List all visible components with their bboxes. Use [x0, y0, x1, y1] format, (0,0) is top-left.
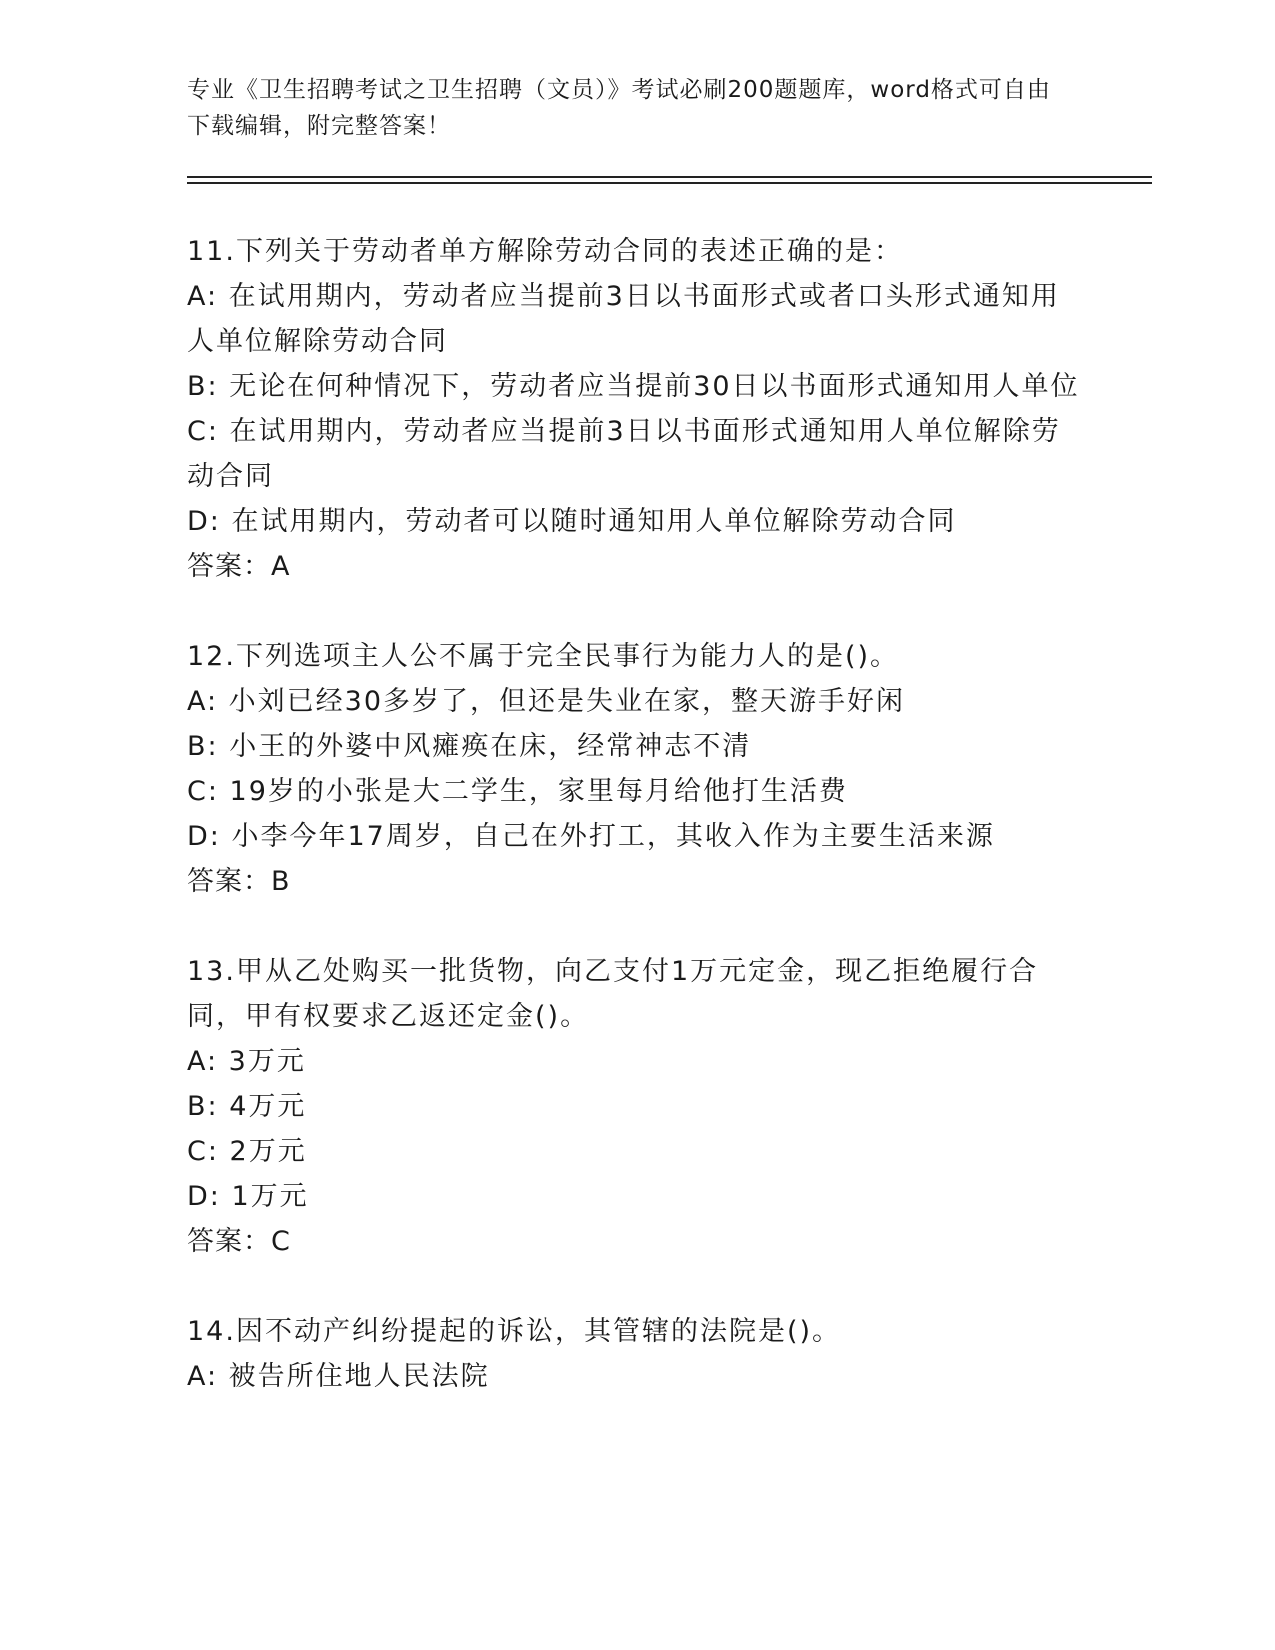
option-d: D: 在试用期内，劳动者可以随时通知用人单位解除劳动合同 — [187, 506, 957, 537]
question-11 — [187, 229, 1087, 589]
answer: 答案：A — [187, 551, 291, 582]
option-a: A: 小刘已经30多岁了，但还是失业在家，整天游手好闲 — [187, 686, 906, 717]
header-divider-bottom — [187, 182, 1152, 184]
answer: 答案：B — [187, 866, 291, 897]
option-c: C: 19岁的小张是大二学生，家里每月给他打生活费 — [187, 776, 848, 807]
question-list — [187, 229, 1087, 1399]
question-stem: 12.下列选项主人公不属于完全民事行为能力人的是()。 — [187, 641, 900, 672]
option-a: A: 3万元 — [187, 1046, 306, 1077]
question-stem: 11.下列关于劳动者单方解除劳动合同的表述正确的是： — [187, 236, 903, 267]
option-d: D: 小李今年17周岁，自己在外打工，其收入作为主要生活来源 — [187, 821, 995, 852]
option-d: D: 1万元 — [187, 1181, 309, 1212]
option-b: B: 4万元 — [187, 1091, 307, 1122]
option-a: A: 被告所住地人民法院 — [187, 1361, 490, 1392]
question-14 — [187, 1309, 1087, 1399]
option-b: B: 小王的外婆中风瘫痪在床，经常神志不清 — [187, 731, 752, 762]
document-header — [187, 72, 1067, 144]
answer: 答案：C — [187, 1226, 291, 1257]
header-divider-top — [187, 176, 1152, 178]
question-stem: 14.因不动产纠纷提起的诉讼，其管辖的法院是()。 — [187, 1316, 842, 1347]
option-c: C: 在试用期内，劳动者应当提前3日以书面形式通知用人单位解除劳动合同 — [187, 416, 1061, 492]
header-intro-text: 专业《卫生招聘考试之卫生招聘（文员）》考试必刷200题题库，word格式可自由下载编辑，附完整答案！ — [187, 77, 1051, 139]
option-c: C: 2万元 — [187, 1136, 307, 1167]
question-stem: 13.甲从乙处购买一批货物，向乙支付1万元定金，现乙拒绝履行合同，甲有权要求乙返还定金()。 — [187, 956, 1039, 1032]
question-12 — [187, 634, 1087, 904]
question-13 — [187, 949, 1087, 1264]
option-a: A: 在试用期内，劳动者应当提前3日以书面形式或者口头形式通知用人单位解除劳动合同 — [187, 281, 1060, 357]
option-b: B: 无论在何种情况下，劳动者应当提前30日以书面形式通知用人单位 — [187, 371, 1080, 402]
